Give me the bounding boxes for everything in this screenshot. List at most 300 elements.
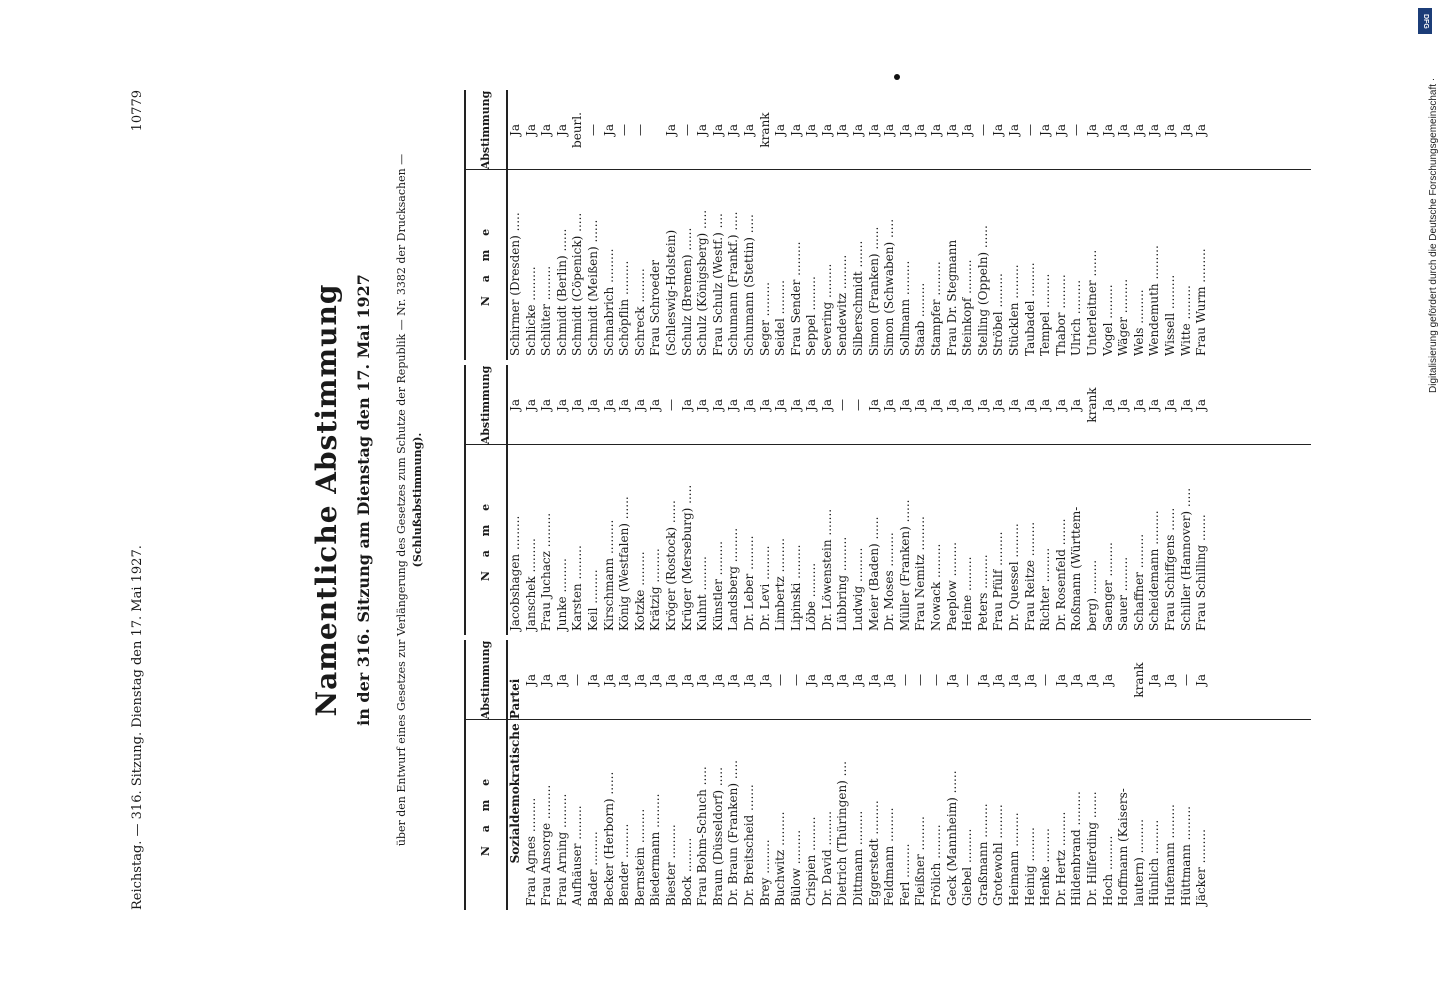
table-row <box>617 640 633 910</box>
member-name: Heimann ......... <box>1007 812 1021 906</box>
member-vote: Ja <box>554 124 569 136</box>
table-row <box>913 640 929 910</box>
member-vote: — <box>663 399 678 411</box>
member-name: Wels ......... <box>1131 289 1146 356</box>
member-name: Geck (Mannheim) ...... <box>944 770 959 906</box>
member-name: Paeplow ......... <box>944 542 959 631</box>
table-row <box>1038 640 1054 910</box>
table-row <box>742 90 758 360</box>
member-vote: Ja <box>554 674 569 686</box>
table-row <box>1007 640 1023 910</box>
party-name: Sozialdemokratische Partei <box>508 678 522 864</box>
member-vote: Ja <box>554 399 569 411</box>
member-name: Wäger ......... <box>1116 278 1131 356</box>
member-name: Dr. Braun (Franken) ..... <box>726 760 741 906</box>
member-name: Steinkopf ......... <box>960 259 975 356</box>
member-name: Dr. Rosenfeld ....... <box>1053 518 1068 631</box>
table-row <box>898 365 914 635</box>
table-row <box>945 90 961 360</box>
member-name: Fleißner ......... <box>913 816 928 906</box>
member-vote: Ja <box>929 124 944 136</box>
member-name: Staab ......... <box>913 282 928 356</box>
member-vote: Ja <box>695 399 710 411</box>
member-vote: Ja <box>835 674 850 686</box>
member-vote: Ja <box>975 399 990 411</box>
member-vote: Ja <box>679 674 694 686</box>
member-name: Brey ......... <box>757 839 772 906</box>
member-name: Schlicke ......... <box>523 266 538 356</box>
member-name: Frau Bohm-Schuch ..... <box>695 766 710 906</box>
member-vote: Ja <box>944 674 959 686</box>
member-vote: Ja <box>975 674 990 686</box>
member-name: Schulz (Königsberg) ..... <box>695 209 710 356</box>
table-row <box>633 90 649 360</box>
member-name: Ströbel ......... <box>991 273 1006 356</box>
table-row <box>867 365 883 635</box>
member-name: Frau Dr. Stegmann <box>944 239 959 356</box>
table-row <box>1038 90 1054 360</box>
member-vote: Ja <box>663 674 678 686</box>
member-name: Bülow ......... <box>788 829 803 906</box>
member-name: Keil ......... <box>585 569 600 631</box>
member-name: (Schleswig-Holstein) <box>663 229 678 356</box>
member-vote: Ja <box>523 399 538 411</box>
member-vote: Ja <box>570 399 585 411</box>
member-vote: Ja <box>1053 399 1068 411</box>
table-row <box>773 90 789 360</box>
vote-column-3 <box>464 90 1311 360</box>
member-vote: Ja <box>944 399 959 411</box>
table-row <box>633 365 649 635</box>
member-vote: Ja <box>788 399 803 411</box>
table-row <box>633 640 649 910</box>
table-row <box>820 365 836 635</box>
table-row <box>570 365 586 635</box>
member-vote: Ja <box>585 399 600 411</box>
table-row <box>835 90 851 360</box>
member-name: Hoch ......... <box>1100 835 1115 906</box>
table-row <box>1194 640 1210 910</box>
table-row <box>913 90 929 360</box>
member-vote: — <box>960 674 975 686</box>
table-row <box>804 90 820 360</box>
party-heading <box>508 640 524 910</box>
member-vote: Ja <box>539 674 554 686</box>
member-vote: — <box>975 124 990 136</box>
table-row <box>913 365 929 635</box>
member-name: Dr. Quessel ......... <box>1007 523 1021 631</box>
member-name: Sollmann ......... <box>897 260 912 356</box>
table-row <box>991 90 1007 360</box>
member-vote: Ja <box>757 399 772 411</box>
table-row <box>1147 90 1163 360</box>
table-row <box>1194 90 1210 360</box>
member-vote: Ja <box>866 399 881 411</box>
member-vote: — <box>851 399 866 411</box>
member-vote: Ja <box>523 674 538 686</box>
member-name: Schreck ......... <box>632 268 647 356</box>
member-vote: — <box>1069 124 1084 136</box>
table-row <box>1179 365 1195 635</box>
member-vote: Ja <box>1147 674 1162 686</box>
member-name: Limbertz ......... <box>773 538 788 631</box>
table-row <box>898 90 914 360</box>
table-row <box>680 640 696 910</box>
table-row <box>945 640 961 910</box>
member-vote: Ja <box>1178 124 1193 136</box>
table-row <box>976 90 992 360</box>
member-name: Simon (Schwaben) ..... <box>882 218 897 356</box>
member-vote: Ja <box>508 124 522 136</box>
table-row <box>695 90 711 360</box>
column-header <box>466 365 508 635</box>
member-name: Seger ......... <box>757 282 772 356</box>
member-name: Vogel ......... <box>1100 284 1115 356</box>
member-vote: Ja <box>960 399 975 411</box>
member-vote: Ja <box>1007 674 1021 686</box>
member-vote: Ja <box>648 674 663 686</box>
member-name: Biedermann ......... <box>648 793 663 906</box>
member-vote: Ja <box>1100 674 1115 686</box>
table-row <box>617 90 633 360</box>
table-row <box>835 365 851 635</box>
member-name: Jacobshagen ......... <box>508 515 522 631</box>
table-row <box>758 640 774 910</box>
member-vote: Ja <box>773 124 788 136</box>
member-vote: Ja <box>851 124 866 136</box>
table-row <box>680 365 696 635</box>
member-vote: Ja <box>991 399 1006 411</box>
member-vote: — <box>632 124 647 136</box>
table-row <box>851 365 867 635</box>
member-name: Heine ......... <box>960 556 975 631</box>
header-vote: Abstimmung <box>479 640 492 720</box>
member-name: Schiller (Hannover) ..... <box>1178 487 1193 631</box>
table-row <box>1163 90 1179 360</box>
member-name: Schnabrich ......... <box>601 248 616 356</box>
table-row <box>1085 365 1101 635</box>
table-row <box>602 640 618 910</box>
vote-column-1 <box>464 640 1311 910</box>
table-row <box>539 640 555 910</box>
member-name: Frau Sender ......... <box>788 241 803 356</box>
header-name: N a m e <box>479 773 492 857</box>
member-name: Hüttmann ......... <box>1178 806 1193 906</box>
member-vote: Ja <box>726 124 741 136</box>
member-name: Richter ......... <box>1038 547 1053 631</box>
table-row <box>1023 640 1039 910</box>
member-name: Dr. Hertz ......... <box>1053 811 1068 906</box>
member-vote: Ja <box>585 674 600 686</box>
member-name: Frau Ansorge ......... <box>539 784 554 906</box>
member-vote: — <box>585 124 600 136</box>
vote-column-2 <box>464 365 1311 635</box>
member-name: Scheidemann ......... <box>1147 510 1162 631</box>
table-row <box>1101 365 1117 635</box>
table-row <box>1069 90 1085 360</box>
member-vote: Ja <box>851 674 866 686</box>
member-vote: Ja <box>804 674 819 686</box>
member-name: Sendewitz ......... <box>835 254 850 356</box>
member-vote: Ja <box>1038 399 1053 411</box>
table-row <box>695 365 711 635</box>
member-name: Roßmann (Württem- <box>1069 506 1084 631</box>
member-name: Buchwitz ......... <box>773 811 788 906</box>
member-name: König (Westfalen) ...... <box>617 496 632 631</box>
member-name: Stampfer ......... <box>929 261 944 356</box>
member-vote: Ja <box>1194 399 1209 411</box>
member-name: Frau Schilling ....... <box>1194 514 1209 631</box>
member-vote: — <box>788 674 803 686</box>
vote-rows <box>508 640 1210 910</box>
member-name: Schumann (Stettin) ..... <box>741 214 756 356</box>
member-name: Frau Schiffgens ...... <box>1162 507 1177 631</box>
vote-rows <box>508 90 1210 360</box>
table-row <box>664 365 680 635</box>
table-row <box>898 640 914 910</box>
member-name: Schmidt (Meißen) ...... <box>585 219 600 356</box>
member-name: berg) ......... <box>1084 559 1099 631</box>
table-row <box>1085 90 1101 360</box>
table-row <box>726 365 742 635</box>
description <box>394 90 426 910</box>
member-vote: Ja <box>991 124 1006 136</box>
member-vote: Ja <box>695 674 710 686</box>
member-vote: — <box>1038 674 1053 686</box>
member-vote: Ja <box>1194 124 1209 136</box>
member-name: Dr. Löwenstein ....... <box>819 508 834 631</box>
table-row <box>726 90 742 360</box>
table-row <box>664 640 680 910</box>
member-vote: Ja <box>663 124 678 136</box>
member-name: Schumann (Frankf.) ..... <box>726 211 741 356</box>
description-line: über den Entwurf eines Gesetzes zur Verlängerung des Gesetzes zum Schutze der Republik — Nr. 3382 der Drucksachen — <box>395 153 408 847</box>
member-name: Landsberg ......... <box>726 527 741 631</box>
member-vote: Ja <box>1084 124 1099 136</box>
member-vote: Ja <box>632 399 647 411</box>
table-row <box>991 640 1007 910</box>
member-vote: — <box>913 674 928 686</box>
table-row <box>1147 365 1163 635</box>
member-vote: Ja <box>1147 124 1162 136</box>
member-name: Kröger (Rostock) ...... <box>663 500 678 631</box>
table-row <box>1116 640 1132 910</box>
member-vote: — <box>617 124 632 136</box>
member-name: Peters ......... <box>975 554 990 631</box>
page-title: Namentliche Abstimmung <box>310 283 343 717</box>
member-vote: Ja <box>804 124 819 136</box>
member-name: Sauer ......... <box>1116 556 1131 631</box>
table-row <box>586 640 602 910</box>
table-row <box>867 640 883 910</box>
member-name: Biester ......... <box>663 824 678 906</box>
member-vote: Ja <box>1162 124 1177 136</box>
member-name: Dr. David ......... <box>819 811 834 906</box>
table-row <box>664 90 680 360</box>
member-name: Wissell ......... <box>1162 274 1177 356</box>
table-row <box>1054 90 1070 360</box>
table-row <box>586 90 602 360</box>
member-vote: — <box>1178 674 1193 686</box>
member-vote: Ja <box>695 124 710 136</box>
member-vote: Ja <box>710 124 725 136</box>
member-name: Frau Schulz (Westf.) .... <box>710 213 725 356</box>
member-name: Stelling (Oppeln) ...... <box>975 225 990 356</box>
member-name: Krüger (Merseburg) ..... <box>679 484 694 631</box>
member-name: Junke ......... <box>554 558 569 631</box>
table-row <box>680 90 696 360</box>
member-vote: — <box>570 674 585 686</box>
member-vote: Ja <box>819 124 834 136</box>
member-name: Ulrich ......... <box>1069 279 1084 356</box>
member-name: Hildenbrand ......... <box>1069 791 1084 906</box>
table-row <box>695 640 711 910</box>
header-vote: Abstimmung <box>479 365 492 445</box>
digitization-note-text: Digitalisierung gefördert durch die Deutsche Forschungsgemeinschaft · <box>1428 77 1439 393</box>
table-row <box>570 90 586 360</box>
member-name: Kuhnt ......... <box>695 556 710 631</box>
member-name: Dr. Breitscheid ....... <box>741 784 756 906</box>
table-row <box>945 365 961 635</box>
member-vote: Ja <box>601 399 616 411</box>
table-row <box>648 640 664 910</box>
member-name: Dr. Moses ......... <box>882 532 897 631</box>
table-row <box>711 365 727 635</box>
member-vote: Ja <box>648 399 663 411</box>
member-name: Wendemuth ......... <box>1147 245 1162 356</box>
table-row <box>1054 365 1070 635</box>
member-name: Schlüter ......... <box>539 265 554 356</box>
member-vote: Ja <box>1084 674 1099 686</box>
member-vote: Ja <box>710 399 725 411</box>
member-vote: krank <box>1084 387 1099 423</box>
table-row <box>524 640 540 910</box>
member-name: Dr. Leber ......... <box>741 535 756 631</box>
table-row <box>976 640 992 910</box>
member-vote: Ja <box>1116 399 1131 411</box>
member-name: Janschek ......... <box>523 538 538 631</box>
table-row <box>1023 365 1039 635</box>
member-name: Frau Agnes ......... <box>523 797 538 906</box>
member-vote: krank <box>757 112 772 148</box>
member-name: Müller (Franken) ...... <box>897 499 912 631</box>
member-vote: Ja <box>539 124 554 136</box>
member-vote: Ja <box>632 674 647 686</box>
member-name: Aufhäuser ......... <box>570 805 585 906</box>
member-name: Jäcker ......... <box>1194 829 1209 906</box>
member-vote: Ja <box>991 674 1006 686</box>
member-vote: Ja <box>788 124 803 136</box>
member-vote: Ja <box>1162 399 1177 411</box>
table-row <box>1147 640 1163 910</box>
member-vote: Ja <box>804 399 819 411</box>
member-vote: Ja <box>819 399 834 411</box>
member-name: Frau Pfülf ......... <box>991 531 1006 631</box>
member-vote: — <box>897 674 912 686</box>
table-row <box>742 640 758 910</box>
table-row <box>602 365 618 635</box>
member-name: Krätzig ......... <box>648 548 663 631</box>
table-row <box>1085 640 1101 910</box>
member-vote: Ja <box>1069 399 1084 411</box>
table-row <box>1038 365 1054 635</box>
table-row <box>1179 90 1195 360</box>
table-row <box>1023 90 1039 360</box>
member-name: Unterleitner ....... <box>1084 249 1099 356</box>
table-row <box>1101 90 1117 360</box>
member-name: Feldmann ......... <box>882 807 897 906</box>
member-name: Severing ......... <box>819 263 834 356</box>
member-name: Crispien ......... <box>804 816 819 906</box>
table-row <box>867 90 883 360</box>
member-name: Dittmann ......... <box>851 810 866 906</box>
member-name: Künstler ......... <box>710 541 725 631</box>
member-vote: krank <box>1131 662 1146 698</box>
member-vote: Ja <box>710 674 725 686</box>
member-vote: Ja <box>960 124 975 136</box>
header-vote: Abstimmung <box>479 90 492 170</box>
member-vote: Ja <box>1069 674 1084 686</box>
member-name: Frau Schroeder <box>648 259 663 356</box>
member-vote: beurl. <box>570 112 585 148</box>
member-name: Frölich ......... <box>929 824 944 906</box>
member-name: lautern) ......... <box>1131 819 1146 906</box>
table-row <box>508 90 524 360</box>
member-name: Giebel ......... <box>960 828 975 906</box>
running-header-left: Reichstag. — 316. Sitzung. Dienstag den 17. Mai 1927. <box>130 545 145 910</box>
table-row <box>711 640 727 910</box>
member-vote: Ja <box>819 674 834 686</box>
table-row <box>1163 365 1179 635</box>
member-name: Frau Nemitz ......... <box>913 516 928 631</box>
member-name: Lübbring ......... <box>835 536 850 631</box>
table-row <box>1054 640 1070 910</box>
table-row <box>789 640 805 910</box>
table-row <box>570 640 586 910</box>
member-name: Schulz (Bremen) ...... <box>679 227 694 356</box>
member-vote: Ja <box>1147 399 1162 411</box>
member-vote: Ja <box>835 124 850 136</box>
member-vote: Ja <box>741 674 756 686</box>
member-name: Thabor ......... <box>1053 274 1068 356</box>
member-vote: Ja <box>882 399 897 411</box>
member-vote: Ja <box>1053 124 1068 136</box>
column-header <box>466 640 508 910</box>
dfg-logo: DFG <box>1418 8 1432 34</box>
table-row <box>617 365 633 635</box>
table-row <box>882 90 898 360</box>
table-row <box>1163 640 1179 910</box>
member-vote: Ja <box>882 674 897 686</box>
table-row <box>929 365 945 635</box>
table-row <box>711 90 727 360</box>
member-name: Dietrich (Thüringen) .... <box>835 761 850 906</box>
table-row <box>1007 90 1023 360</box>
table-row <box>508 365 524 635</box>
member-vote: Ja <box>1007 124 1021 136</box>
table-row <box>929 90 945 360</box>
member-vote: Ja <box>1100 399 1115 411</box>
table-row <box>1116 90 1132 360</box>
table-row <box>1179 640 1195 910</box>
table-row <box>851 640 867 910</box>
member-name: Simon (Franken) ...... <box>866 226 881 356</box>
table-row <box>539 365 555 635</box>
rotated-page <box>122 90 1312 910</box>
member-vote: Ja <box>617 399 632 411</box>
description-line-2: (Schlußabstimmung). <box>411 432 424 568</box>
member-vote: Ja <box>601 124 616 136</box>
